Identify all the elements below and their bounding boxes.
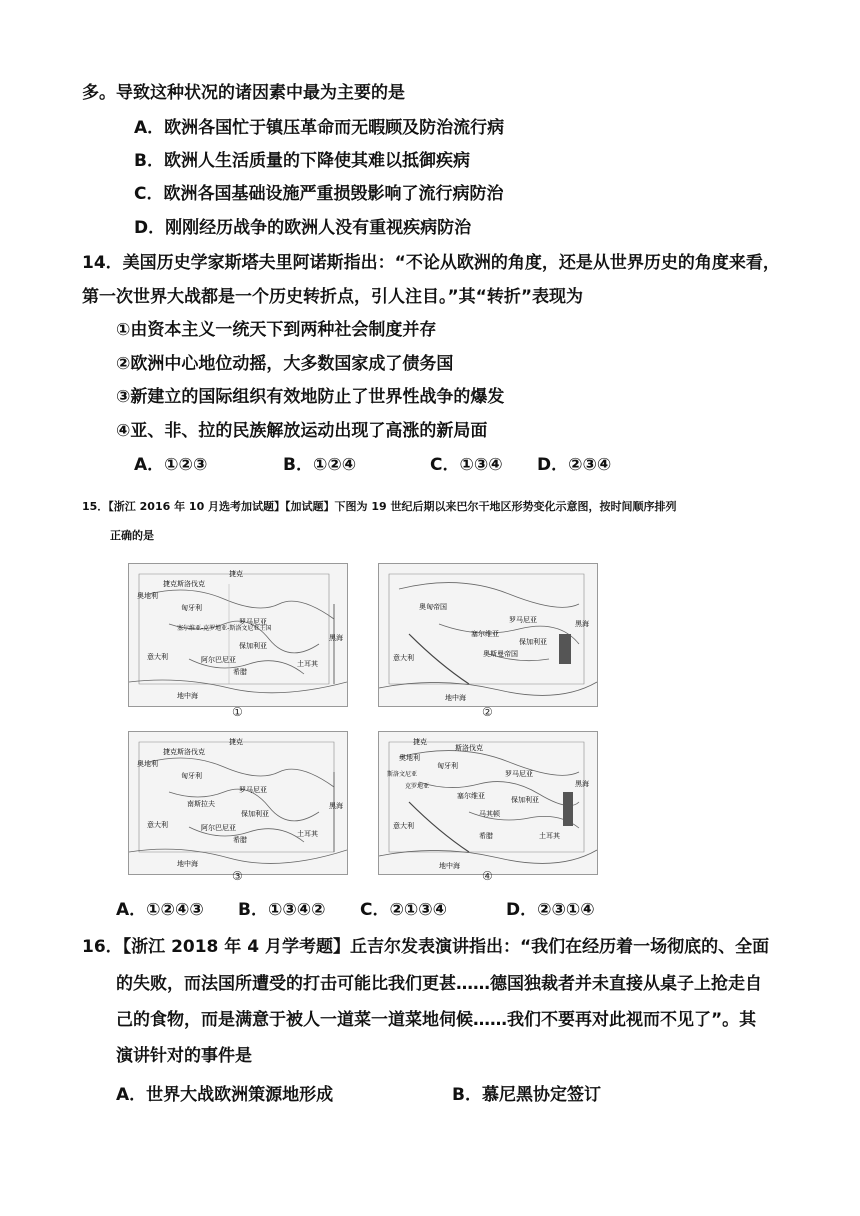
q14-item-4: ④亚、非、拉的民族解放运动出现了高涨的新局面 <box>116 421 488 441</box>
map1-label-10: 土耳其 <box>297 660 318 668</box>
map1-label-2: 奥地利 <box>137 592 158 600</box>
map1-label-12: 黑海 <box>329 634 343 642</box>
q16-stem-line-3: 己的食物，而是满意于被人一道菜一道菜地伺候……我们不要再对此视而不见了”。其 <box>116 1010 757 1030</box>
q14-option-a: A．①②③ <box>134 455 208 475</box>
map2-label-6: 地中海 <box>445 694 466 702</box>
map2-label-0: 奥匈帝国 <box>419 603 447 611</box>
q15-option-b: B．①③④② <box>238 900 326 920</box>
map1-label-0: 捷克 <box>229 570 243 578</box>
map1-label-3: 匈牙利 <box>181 604 202 612</box>
map-3-drawing <box>129 732 347 874</box>
map4-label-13: 地中海 <box>439 862 460 870</box>
map-panel-3 <box>128 731 348 875</box>
q15-option-a: A．①②④③ <box>116 900 204 920</box>
map2-label-5: 奥斯曼帝国 <box>483 650 518 658</box>
map4-label-7: 塞尔维亚 <box>457 792 485 800</box>
map3-label-11: 地中海 <box>177 860 198 868</box>
map-panel-1 <box>128 563 348 707</box>
map3-label-1: 捷克斯洛伐克 <box>163 748 205 756</box>
map3-label-10: 土耳其 <box>297 830 318 838</box>
map-number-4: ④ <box>482 869 493 883</box>
q14-stem-line-1: 14．美国历史学家斯塔夫里阿诺斯指出：“不论从欧洲的角度，还是从世界历史的角度来看， <box>82 253 780 273</box>
map4-label-8: 保加利亚 <box>511 796 539 804</box>
map-1-drawing <box>129 564 347 706</box>
map3-label-0: 捷克 <box>229 738 243 746</box>
q13-option-c: C．欧洲各国基础设施严重损毁影响了流行病防治 <box>134 184 504 204</box>
map3-label-5: 南斯拉夫 <box>187 800 215 808</box>
map2-label-4: 意大利 <box>393 654 414 662</box>
map4-label-9: 意大利 <box>393 822 414 830</box>
q16-stem-line-2: 的失败，而法国所遭受的打击可能比我们更甚……德国独裁者并未直接从桌子上抢走自 <box>116 974 762 994</box>
map1-label-6: 保加利亚 <box>239 642 267 650</box>
q13-option-d: D．刚刚经历战争的欧洲人没有重视疾病防治 <box>134 218 472 238</box>
q14-option-c: C．①③④ <box>430 455 503 475</box>
map2-label-1: 罗马尼亚 <box>509 616 537 624</box>
map1-label-7: 意大利 <box>147 653 168 661</box>
map1-label-5: 塞尔维亚-克罗地亚-斯洛文尼亚王国 <box>177 625 272 632</box>
map2-label-7: 黑海 <box>575 620 589 628</box>
map4-label-4: 罗马尼亚 <box>505 770 533 778</box>
q15-stem-line-1: 15．【浙江 2016 年 10 月选考加试题】【加试题】下图为 19 世纪后期以来巴尔干地区形势变化示意图，按时间顺序排列 <box>82 500 677 513</box>
map2-label-2: 塞尔维亚 <box>471 630 499 638</box>
q14-item-1: ①由资本主义一统天下到两种社会制度并存 <box>116 320 437 340</box>
map4-label-3: 匈牙利 <box>437 762 458 770</box>
q14-item-2: ②欧洲中心地位动摇，大多数国家成了债务国 <box>116 354 454 374</box>
map3-label-9: 希腊 <box>233 836 247 844</box>
q13-option-b: B．欧洲人生活质量的下降使其难以抵御疾病 <box>134 151 470 171</box>
q14-option-b: B．①②④ <box>283 455 357 475</box>
q13-option-a: A．欧洲各国忙于镇压革命而无暇顾及防治流行病 <box>134 118 505 138</box>
map-number-1: ① <box>232 705 243 719</box>
q15-option-d: D．②③①④ <box>506 900 595 920</box>
map4-label-1: 斯洛伐克 <box>455 744 483 752</box>
q16-option-a: A．世界大战欧洲策源地形成 <box>116 1085 334 1105</box>
q15-stem-line-2: 正确的是 <box>110 529 154 542</box>
map1-label-1: 捷克斯洛伐克 <box>163 580 205 588</box>
map-2-drawing <box>379 564 597 706</box>
map4-label-12: 土耳其 <box>539 832 560 840</box>
map3-label-3: 匈牙利 <box>181 772 202 780</box>
q14-option-d: D．②③④ <box>537 455 612 475</box>
q16-stem-line-1: 16．【浙江 2018 年 4 月学考题】丘吉尔发表演讲指出：“我们在经历着一场彻底的、全面 <box>82 937 770 957</box>
map-panel-4 <box>378 731 598 875</box>
q15-option-c: C．②①③④ <box>360 900 448 920</box>
map3-label-12: 黑海 <box>329 802 343 810</box>
q14-item-3: ③新建立的国际组织有效地防止了世界性战争的爆发 <box>116 387 505 407</box>
q13-stem-tail: 多。导致这种状况的诸因素中最为主要的是 <box>82 83 405 103</box>
map1-label-8: 阿尔巴尼亚 <box>201 656 236 664</box>
map4-label-6: 克罗地亚 <box>405 783 430 790</box>
map4-label-14: 黑海 <box>575 780 589 788</box>
map3-label-4: 罗马尼亚 <box>239 786 267 794</box>
q16-option-b: B．慕尼黑协定签订 <box>452 1085 601 1105</box>
map4-label-2: 奥地利 <box>399 754 420 762</box>
map-panel-2 <box>378 563 598 707</box>
map-number-2: ② <box>482 705 493 719</box>
map4-label-10: 马其顿 <box>479 810 500 818</box>
q14-stem-line-2: 第一次世界大战都是一个历史转折点，引人注目。”其“转折”表现为 <box>82 287 584 307</box>
map3-label-6: 保加利亚 <box>241 810 269 818</box>
map3-label-8: 阿尔巴尼亚 <box>201 824 236 832</box>
map4-label-11: 希腊 <box>479 832 493 840</box>
map1-label-11: 地中海 <box>177 692 198 700</box>
map1-label-9: 希腊 <box>233 668 247 676</box>
balkan-maps-figure <box>128 563 608 883</box>
q16-stem-line-4: 演讲针对的事件是 <box>116 1046 252 1066</box>
map-4-drawing <box>379 732 597 874</box>
map3-label-7: 意大利 <box>147 821 168 829</box>
map4-label-0: 捷克 <box>413 738 427 746</box>
map1-label-4: 罗马尼亚 <box>239 618 267 626</box>
map4-label-5: 斯洛文尼亚 <box>387 771 418 778</box>
map-number-3: ③ <box>232 869 243 883</box>
map2-label-3: 保加利亚 <box>519 638 547 646</box>
map3-label-2: 奥地利 <box>137 760 158 768</box>
